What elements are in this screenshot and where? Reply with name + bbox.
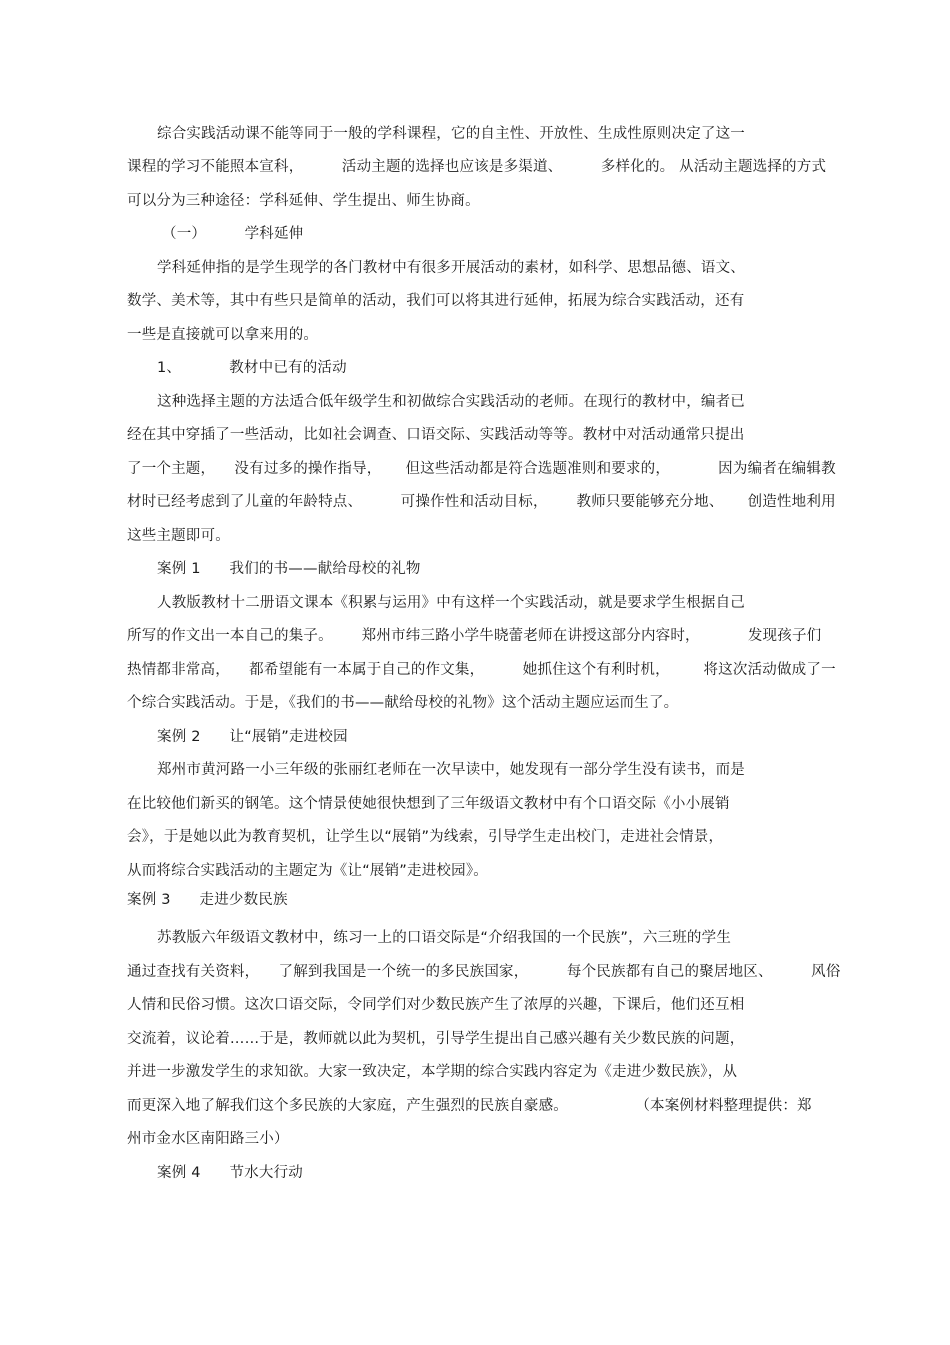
text-line: 会》，于是她以此为教育契机，让学生以“展销”为线索，引导学生走出校门，走进社会情景，	[127, 829, 724, 845]
text-line: 这种选择主题的方法适合低年级学生和初做综合实践活动的老师。在现行的教材中，编者已	[157, 394, 745, 410]
text-line: 材时已经考虑到了儿童的年龄特点、 可操作性和活动目标， 教师只要能够充分地、 创造性地利用	[127, 494, 836, 510]
text-line: 可以分为三种途径：学科延伸、学生提出、师生协商。	[127, 193, 480, 209]
text-line: 所写的作文出一本自己的集子。 郑州市纬三路小学牛晓蕾老师在讲授这部分内容时， 发现孩子们	[127, 628, 822, 644]
text-line: 交流着，议论着……于是，教师就以此为契机，引导学生提出自己感兴趣有关少数民族的问题，	[127, 1031, 745, 1047]
case-heading: 案例 1 我们的书——献给母校的礼物	[157, 561, 421, 577]
text-line: 综合实践活动课不能等同于一般的学科课程，它的自主性、开放性、生成性原则决定了这一	[157, 126, 745, 142]
text-line: 这些主题即可。	[127, 528, 230, 544]
text-line: 通过查找有关资料， 了解到我国是一个统一的多民族国家， 每个民族都有自己的聚居地区、 风俗	[127, 964, 841, 980]
section-heading: （一） 学科延伸	[162, 226, 304, 242]
case-heading: 案例 2 让“展销”走进校园	[157, 729, 348, 745]
text-line: 并进一步激发学生的求知欲。大家一致决定，本学期的综合实践内容定为《走进少数民族》，从	[127, 1064, 738, 1080]
text-line: 州市金水区南阳路三小）	[127, 1131, 289, 1147]
text-line: 学科延伸指的是学生现学的各门教材中有很多开展活动的素材，如科学、思想品德、语文、	[157, 260, 745, 276]
text-line: 经在其中穿插了一些活动，比如社会调查、口语交际、实践活动等等。教材中对活动通常只提出	[127, 427, 745, 443]
case-heading: 案例 3 走进少数民族	[127, 892, 288, 908]
text-line: 从而将综合实践活动的主题定为《让“展销”走进校园》。	[127, 863, 488, 879]
subsection-heading: 1、 教材中已有的活动	[157, 360, 347, 376]
text-line: 人教版教材十二册语文课本《积累与运用》中有这样一个实践活动，就是要求学生根据自己	[157, 595, 745, 611]
text-line: 一些是直接就可以拿来用的。	[127, 327, 319, 343]
text-line: 课程的学习不能照本宣科， 活动主题的选择也应该是多渠道、 多样化的。 从活动主题选择的方式	[127, 159, 827, 175]
text-line: 了一个主题， 没有过多的操作指导， 但这些活动都是符合选题准则和要求的， 因为编者在编辑教	[127, 461, 836, 477]
text-line: 郑州市黄河路一小三年级的张丽红老师在一次早读中，她发现有一部分学生没有读书，而是	[157, 762, 745, 778]
text-line: 热情都非常高， 都希望能有一本属于自己的作文集， 她抓住这个有利时机， 将这次活动做成了一	[127, 662, 836, 678]
text-line: 苏教版六年级语文教材中，练习一上的口语交际是“介绍我国的一个民族”，六三班的学生	[157, 930, 732, 946]
text-line: 而更深入地了解我们这个多民族的大家庭，产生强烈的民族自豪感。 （本案例材料整理提供：郑	[127, 1098, 812, 1114]
text-line: 人情和民俗习惯。这次口语交际，令同学们对少数民族产生了浓厚的兴趣，下课后，他们还互相	[127, 997, 745, 1013]
case-heading: 案例 4 节水大行动	[157, 1165, 303, 1181]
text-line: 数学、美术等，其中有些只是简单的活动，我们可以将其进行延伸，拓展为综合实践活动，还有	[127, 293, 745, 309]
text-line: 个综合实践活动。于是，《我们的书——献给母校的礼物》这个活动主题应运而生了。	[127, 695, 679, 711]
text-line: 在比较他们新买的钢笔。这个情景使她很快想到了三年级语文教材中有个口语交际《小小展销	[127, 796, 730, 812]
